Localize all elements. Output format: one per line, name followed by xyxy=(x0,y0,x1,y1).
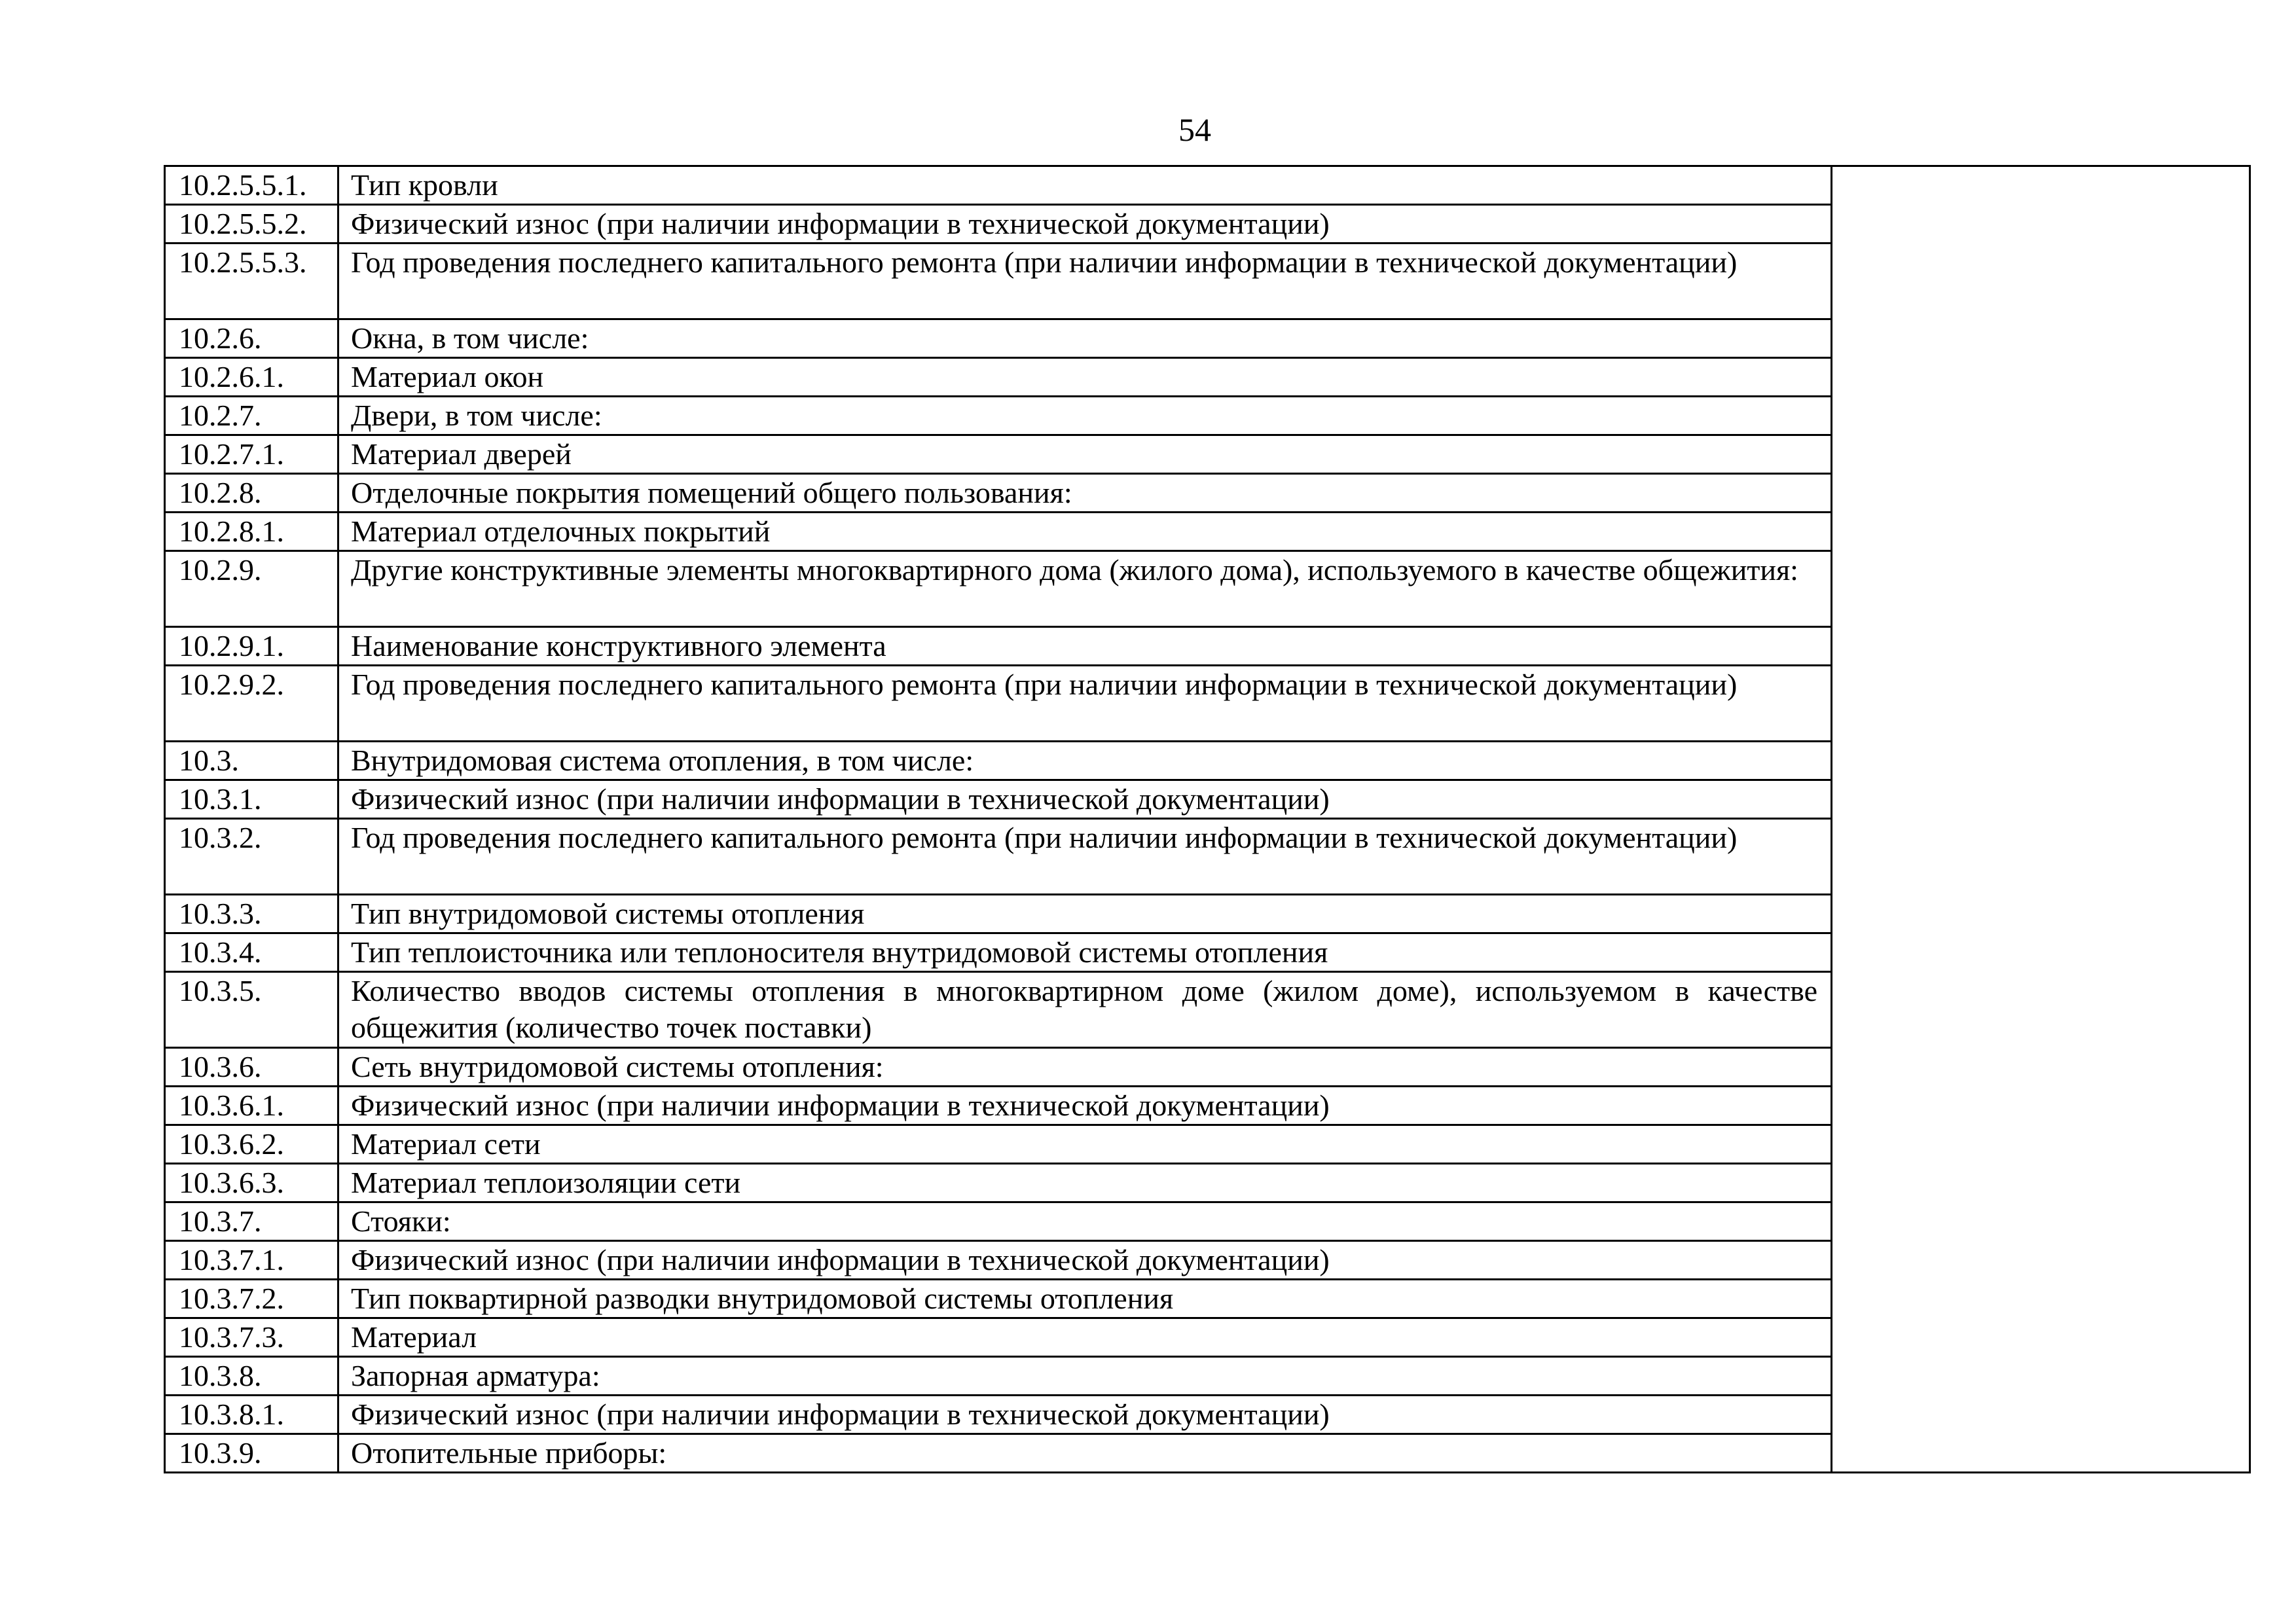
table-row xyxy=(165,166,2250,205)
row-text: Физический износ (при наличии информации в технической документации) xyxy=(338,1241,1832,1280)
row-number: 10.3.8. xyxy=(165,1357,338,1396)
row-number: 10.3.6.1. xyxy=(165,1087,338,1125)
row-number: 10.3.7. xyxy=(165,1202,338,1241)
row-text: Сеть внутридомовой системы отопления: xyxy=(338,1048,1832,1087)
row-number: 10.2.9.1. xyxy=(165,627,338,666)
row-number: 10.3.6. xyxy=(165,1048,338,1087)
row-number: 10.3.3. xyxy=(165,895,338,933)
row-text: Другие конструктивные элементы многоквартирного дома (жилого дома), используемого в качестве общежития: xyxy=(338,551,1832,627)
row-text: Материал окон xyxy=(338,358,1832,397)
row-text: Отопительные приборы: xyxy=(338,1434,1832,1473)
row-number: 10.2.5.5.3. xyxy=(165,244,338,319)
row-number: 10.2.6. xyxy=(165,319,338,358)
row-number: 10.2.7. xyxy=(165,397,338,435)
row-number: 10.2.9.2. xyxy=(165,666,338,742)
row-number: 10.3.7.1. xyxy=(165,1241,338,1280)
row-number: 10.3.7.3. xyxy=(165,1318,338,1357)
row-text: Год проведения последнего капитального ремонта (при наличии информации в технической документации) xyxy=(338,819,1832,895)
row-number: 10.2.7.1. xyxy=(165,435,338,474)
page-number: 54 xyxy=(1178,111,1211,148)
row-text: Физический износ (при наличии информации в технической документации) xyxy=(338,1396,1832,1434)
row-text: Отделочные покрытия помещений общего пользования: xyxy=(338,474,1832,513)
row-number: 10.3.5. xyxy=(165,972,338,1048)
row-number: 10.3.9. xyxy=(165,1434,338,1473)
table-body xyxy=(165,166,2250,1473)
row-text: Материал отделочных покрытий xyxy=(338,513,1832,551)
row-text: Материал дверей xyxy=(338,435,1832,474)
row-number: 10.2.5.5.2. xyxy=(165,205,338,244)
row-number: 10.3.8.1. xyxy=(165,1396,338,1434)
row-text: Тип внутридомовой системы отопления xyxy=(338,895,1832,933)
right-empty-column xyxy=(1832,166,2250,1473)
row-text: Внутридомовая система отопления, в том числе: xyxy=(338,742,1832,780)
row-text: Год проведения последнего капитального ремонта (при наличии информации в технической документации) xyxy=(338,244,1832,319)
row-text: Материал теплоизоляции сети xyxy=(338,1164,1832,1202)
row-number: 10.3.4. xyxy=(165,933,338,972)
row-text: Окна, в том числе: xyxy=(338,319,1832,358)
row-number: 10.3.7.2. xyxy=(165,1280,338,1318)
row-number: 10.2.9. xyxy=(165,551,338,627)
row-text: Количество вводов системы отопления в многоквартирном доме (жилом доме), используемом в качестве общежития (количество точек поставки) xyxy=(338,972,1832,1048)
row-number: 10.3.2. xyxy=(165,819,338,895)
row-number: 10.3. xyxy=(165,742,338,780)
row-text: Тип теплоисточника или теплоносителя внутридомовой системы отопления xyxy=(338,933,1832,972)
row-text: Тип кровли xyxy=(338,166,1832,205)
row-text: Физический износ (при наличии информации в технической документации) xyxy=(338,205,1832,244)
row-number: 10.2.8. xyxy=(165,474,338,513)
row-text: Физический износ (при наличии информации в технической документации) xyxy=(338,1087,1832,1125)
row-number: 10.2.6.1. xyxy=(165,358,338,397)
row-text: Физический износ (при наличии информации в технической документации) xyxy=(338,780,1832,819)
row-text: Материал сети xyxy=(338,1125,1832,1164)
row-number: 10.2.8.1. xyxy=(165,513,338,551)
row-number: 10.3.6.3. xyxy=(165,1164,338,1202)
row-text: Год проведения последнего капитального ремонта (при наличии информации в технической документации) xyxy=(338,666,1832,742)
row-number: 10.3.1. xyxy=(165,780,338,819)
row-number: 10.3.6.2. xyxy=(165,1125,338,1164)
characteristics-table xyxy=(164,165,2251,1473)
row-number: 10.2.5.5.1. xyxy=(165,166,338,205)
row-text: Стояки: xyxy=(338,1202,1832,1241)
row-text: Тип поквартирной разводки внутридомовой системы отопления xyxy=(338,1280,1832,1318)
row-text: Двери, в том числе: xyxy=(338,397,1832,435)
row-text: Материал xyxy=(338,1318,1832,1357)
row-text: Наименование конструктивного элемента xyxy=(338,627,1832,666)
row-text: Запорная арматура: xyxy=(338,1357,1832,1396)
